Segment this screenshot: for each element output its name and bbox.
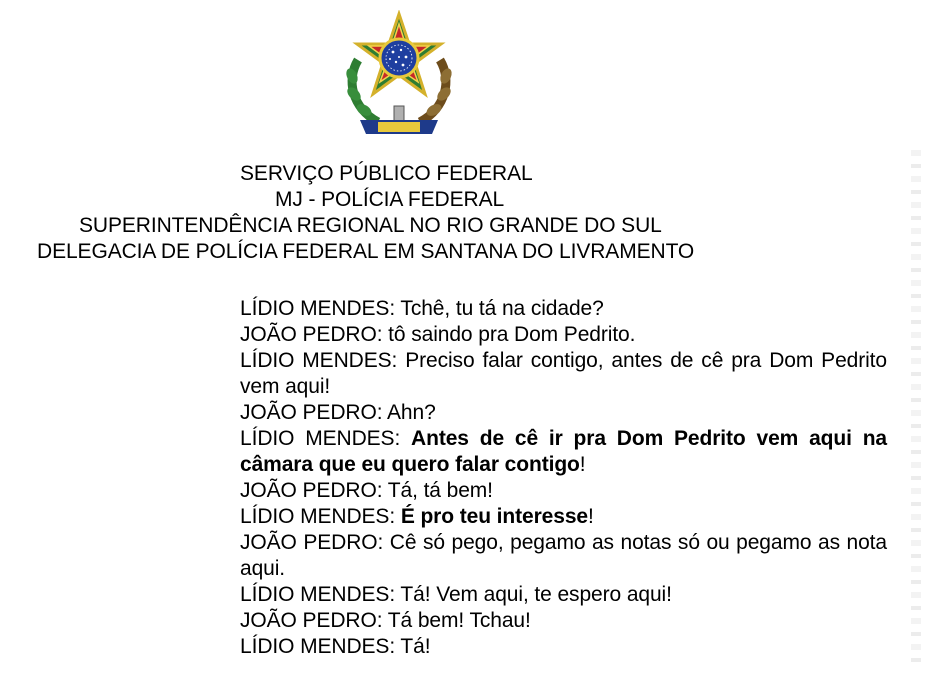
speaker-name: LÍDIO MENDES: xyxy=(240,635,396,658)
speaker-name: LÍDIO MENDES: xyxy=(240,505,396,528)
speaker-name: LÍDIO MENDES: xyxy=(240,349,398,372)
speaker-name: JOÃO PEDRO: xyxy=(240,531,384,554)
transcript-line xyxy=(240,530,887,582)
speech-text: Tchê, tu tá na cidade? xyxy=(395,297,604,320)
speech-text: Tá bem! Tchau! xyxy=(382,609,531,632)
margin-authentication-stamp xyxy=(911,150,921,670)
transcript-line xyxy=(240,608,887,634)
transcript-line xyxy=(240,478,887,504)
speaker-name: LÍDIO MENDES: xyxy=(240,427,401,450)
header-service-name: SERVIÇO PÚBLICO FEDERAL xyxy=(240,162,533,185)
emphasized-speech: É pro teu interesse xyxy=(400,505,588,528)
speech-text: tô saindo pra Dom Pedrito. xyxy=(382,323,636,346)
header-ministry: MJ - POLÍCIA FEDERAL xyxy=(275,188,505,211)
transcript-line xyxy=(240,348,887,400)
transcript xyxy=(240,296,887,660)
transcript-line xyxy=(240,426,887,478)
speech-text: Preciso falar contigo, antes de cê pra Dom Pedrito vem aqui! xyxy=(240,349,887,398)
speech-text: Cê só pego, pegamo as notas só ou pegamo as nota aqui. xyxy=(240,531,887,580)
transcript-line xyxy=(240,322,887,348)
speaker-name: LÍDIO MENDES: xyxy=(240,583,396,606)
speech-punctuation: ! xyxy=(587,505,594,528)
speaker-name: JOÃO PEDRO: xyxy=(240,609,383,632)
speaker-name: JOÃO PEDRO: xyxy=(240,323,383,346)
speaker-name: JOÃO PEDRO: xyxy=(240,401,383,424)
emphasized-speech: Antes de cê ir pra Dom Pedrito vem aqui na câmara que eu quero falar contigo xyxy=(240,427,888,476)
transcript-line xyxy=(240,582,887,608)
speaker-name: LÍDIO MENDES: xyxy=(240,297,396,320)
transcript-line xyxy=(240,296,887,322)
speech-text: Tá, tá bem! xyxy=(382,479,493,502)
speaker-name: JOÃO PEDRO: xyxy=(240,479,383,502)
header-delegacy: DELEGACIA DE POLÍCIA FEDERAL EM SANTANA DO LIVRAMENTO xyxy=(37,240,695,263)
speech-text: Tá! Vem aqui, te espero aqui! xyxy=(395,583,672,606)
speech-text: Tá! xyxy=(395,635,431,658)
brazil-coat-of-arms-icon xyxy=(338,10,460,140)
speech-text: Ahn? xyxy=(382,401,436,424)
transcript-line xyxy=(240,400,887,426)
speech-punctuation: ! xyxy=(579,453,586,476)
header-superintendency: SUPERINTENDÊNCIA REGIONAL NO RIO GRANDE DO SUL xyxy=(79,214,662,237)
transcript-line xyxy=(240,634,887,660)
transcript-line xyxy=(240,504,887,530)
